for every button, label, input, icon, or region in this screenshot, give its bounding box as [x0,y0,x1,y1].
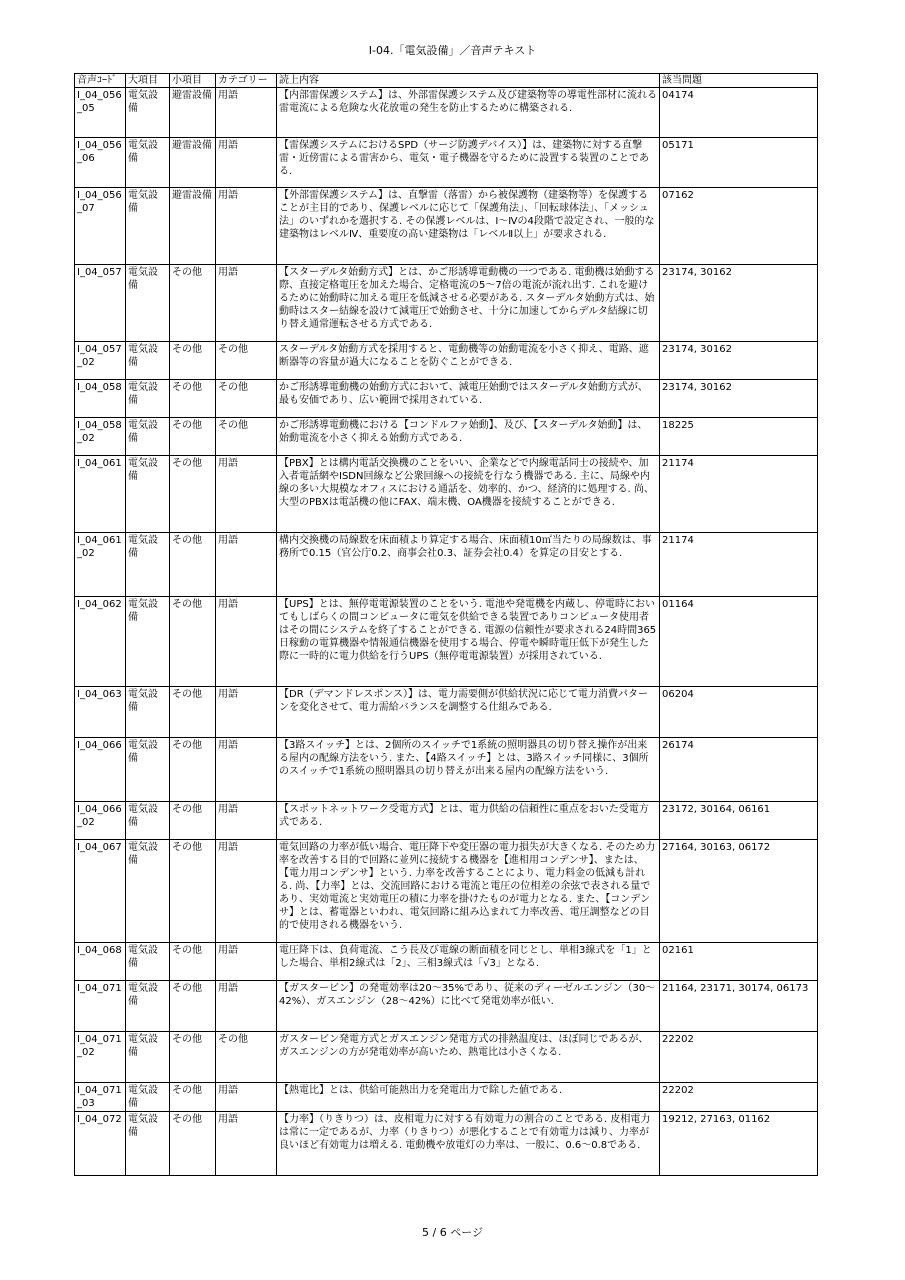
cell-minor: その他 [170,342,216,380]
cell-text: 電圧降下は、負荷電流、こう長及び電線の断面積を同じとし、単相3線式を「1」とした場合、単相2線式は「2」、三相3線式は「√3」となる. [277,943,660,981]
cell-code: I_04_068 [75,943,126,981]
cell-refs: 01164 [660,597,818,687]
cell-major: 電気設備 [126,342,170,380]
cell-major: 電気設備 [126,1112,170,1176]
cell-refs: 22202 [660,1032,818,1083]
cell-minor: その他 [170,840,216,943]
cell-refs: 02161 [660,943,818,981]
table-row [75,1032,818,1083]
cell-text: かご形誘導電動機の始動方式において、減電圧始動ではスターデルタ始動方式が、最も安価であり、広い範囲で採用されている. [277,380,660,418]
cell-code: I_04_072 [75,1112,126,1176]
cell-major: 電気設備 [126,597,170,687]
cell-minor: その他 [170,1083,216,1112]
cell-major: 電気設備 [126,188,170,265]
cell-category: 用語 [216,88,277,138]
table-row [75,138,818,188]
table-row [75,802,818,840]
cell-minor: 避雷設備 [170,138,216,188]
cell-code: I_04_058 [75,380,126,418]
table-row [75,1112,818,1176]
cell-refs: 05171 [660,138,818,188]
cell-refs: 19212, 27163, 01162 [660,1112,818,1176]
cell-code: I_04_062 [75,597,126,687]
cell-code: I_04_056_07 [75,188,126,265]
cell-category: 用語 [216,981,277,1032]
table-row [75,981,818,1032]
table-row [75,265,818,342]
cell-minor: その他 [170,738,216,802]
table-row [75,418,818,456]
page-number: 5 / 6 ページ [422,1226,483,1239]
cell-major: 電気設備 [126,687,170,738]
cell-category: 用語 [216,1083,277,1112]
cell-text: スターデルタ始動方式を採用すると、電動機等の始動電流を小さく抑え、電路、遮断器等の容量が過大になることを防ぐことができる. [277,342,660,380]
cell-minor: その他 [170,265,216,342]
cell-text: 【ガスタービン】の発電効率は20～35%であり、従来のディーゼルエンジン（30～42%）、ガスエンジン（28～42%）に比べて発電効率が低い. [277,981,660,1032]
cell-text: 【スポットネットワーク受電方式】とは、電力供給の信頼性に重点をおいた受電方式である. [277,802,660,840]
cell-major: 電気設備 [126,1083,170,1112]
cell-text: 【PBX】とは構内電話交換機のことをいい、企業などで内線電話同士の接続や、加入者電話網やISDN回線など公衆回線への接続を行なう機器である. 主に、局線や内線の多い大規模なオフィスにおける通話を、効率的、かつ、経済的に処理する. 尚、大型のPBXは電話機の他にFAX、端末機、OA機器を接続することができる. [277,456,660,533]
cell-text: 【雷保護システムにおけるSPD（サージ防護デバイス）】は、建築物に対する直撃雷・近傍雷による雷害から、電気・電子機器を守るために設置する装置のことである. [277,138,660,188]
cell-text: 【内部雷保護システム】は、外部雷保護システム及び建築物等の導電性部材に流れる雷電流による危険な火花放電の発生を防止するために構築される. [277,88,660,138]
cell-category: 用語 [216,738,277,802]
cell-major: 電気設備 [126,802,170,840]
cell-text: 【DR（デマンドレスポンス）】は、電力需要側が供給状況に応じて電力消費パターンを変化させて、電力需給バランスを調整する仕組みである. [277,687,660,738]
cell-refs: 23172, 30164, 06161 [660,802,818,840]
cell-major: 電気設備 [126,1032,170,1083]
column-header-refs: 該当問題 [660,74,818,88]
cell-major: 電気設備 [126,138,170,188]
cell-major: 電気設備 [126,533,170,597]
cell-minor: その他 [170,597,216,687]
cell-text: 構内交換機の局線数を床面積より算定する場合、床面積10㎡当たりの局線数は、事務所で0.15（官公庁0.2、商事会社0.3、証券会社0.4）を算定の目安とする. [277,533,660,597]
column-header-text: 読上内容 [277,74,660,88]
column-header-minor: 小項目 [170,74,216,88]
table-row [75,342,818,380]
cell-code: I_04_071_03 [75,1083,126,1112]
cell-refs: 22202 [660,1083,818,1112]
cell-major: 電気設備 [126,943,170,981]
cell-major: 電気設備 [126,840,170,943]
cell-major: 電気設備 [126,456,170,533]
column-header-major: 大項目 [126,74,170,88]
cell-code: I_04_061_02 [75,533,126,597]
table-row [75,840,818,943]
cell-text: 【外部雷保護システム】は、直撃雷（落雷）から被保護物（建築物等）を保護することが主目的であり、保護レベルに応じて「保護角法」、「回転球体法」、「メッシュ法」のいずれかを選択する. その保護レベルは、Ⅰ～Ⅳの4段階で設定され、一般的な建築物はレベルⅣ、重要度の高い建築物は「レベルⅡ以上」が要求される. [277,188,660,265]
cell-refs: 26174 [660,738,818,802]
cell-refs: 23174, 30162 [660,265,818,342]
cell-code: I_04_066 [75,738,126,802]
cell-text: 電気回路の力率が低い場合、電圧降下や変圧器の電力損失が大きくなる. そのため力率を改善する目的で回路に並列に接続する機器を【進相用コンデンサ】、または、【電力用コンデンサ】という. 力率を改善することにより、電力料金の低減も計れる. 尚、【力率】とは、交流回路における電流と電圧の位相差の余弦で表される量であり、実効電流と実効電圧の積に力率を掛けたものが電力となる. また、【コンデンサ】とは、蓄電器といわれ、電気回路に組み込まれて力率改善、電圧調整などの目的で使用される機器をいう. [277,840,660,943]
cell-category: その他 [216,1032,277,1083]
cell-refs: 21174 [660,456,818,533]
cell-category: 用語 [216,533,277,597]
cell-text: 【UPS】とは、無停電電源装置のことをいう. 電池や発電機を内蔵し、停電時においてもしばらくの間コンピュータに電気を供給できる装置でありコンピュータ使用者はその間にシステムを終了することができる. 電源の信頼性が要求される24時間365日稼動の電算機器や情報通信機器を使用する場合、停電や瞬時電圧低下が発生した際に一時的に電力供給を行うUPS（無停電電源装置）が採用されている. [277,597,660,687]
cell-code: I_04_057_02 [75,342,126,380]
cell-minor: 避雷設備 [170,188,216,265]
cell-refs: 06204 [660,687,818,738]
cell-minor: その他 [170,533,216,597]
cell-major: 電気設備 [126,88,170,138]
cell-refs: 21164, 23171, 30174, 06173 [660,981,818,1032]
cell-text: 【スターデルタ始動方式】とは、かご形誘導電動機の一つである. 電動機は始動する際、直接定格電圧を加えた場合、定格電流の5～7倍の電流が流れ出す. これを避けるために始動時に加える電圧を低減させる必要がある. スターデルタ始動方式は、始動時はスター結線を設けて減電圧で始動させ、十分に加速してからデルタ結線に切り替え通常運転させる方式である. [277,265,660,342]
column-header-category: カテゴリー [216,74,277,88]
cell-code: I_04_061 [75,456,126,533]
cell-refs: 21174 [660,533,818,597]
cell-major: 電気設備 [126,981,170,1032]
cell-minor: その他 [170,1032,216,1083]
cell-category: 用語 [216,1112,277,1176]
cell-refs: 23174, 30162 [660,342,818,380]
cell-code: I_04_071 [75,981,126,1032]
cell-text: 【3路スイッチ】とは、2個所のスイッチで1系統の照明器具の切り替え操作が出来る屋内の配線方法をいう. また、【4路スイッチ】とは、3路スイッチ同様に、3個所のスイッチで1系統の照明器具の切り替えが出来る屋内の配線方法をいう. [277,738,660,802]
cell-text: ガスタービン発電方式とガスエンジン発電方式の排熱温度は、ほぼ同じであるが、ガスエンジンの方が発電効率が高いため、熱電比は小さくなる. [277,1032,660,1083]
cell-category: 用語 [216,943,277,981]
cell-code: I_04_056_05 [75,88,126,138]
cell-category: その他 [216,342,277,380]
cell-minor: その他 [170,380,216,418]
table-row [75,687,818,738]
cell-code: I_04_057 [75,265,126,342]
cell-major: 電気設備 [126,380,170,418]
cell-refs: 27164, 30163, 06172 [660,840,818,943]
cell-code: I_04_056_06 [75,138,126,188]
cell-minor: その他 [170,981,216,1032]
cell-major: 電気設備 [126,738,170,802]
cell-code: I_04_063 [75,687,126,738]
cell-category: 用語 [216,138,277,188]
table-row [75,533,818,597]
cell-major: 電気設備 [126,265,170,342]
voice-text-table [74,73,818,1176]
table-row [75,380,818,418]
table-header-row [75,74,818,88]
cell-code: I_04_071_02 [75,1032,126,1083]
cell-code: I_04_058_02 [75,418,126,456]
cell-category: 用語 [216,597,277,687]
cell-minor: その他 [170,1112,216,1176]
table-row [75,188,818,265]
table-row [75,456,818,533]
cell-category: 用語 [216,188,277,265]
cell-category: その他 [216,418,277,456]
page-title: I-04.「電気設備」／音声テキスト [368,44,537,57]
cell-text: 【熱電比】とは、供給可能熱出力を発電出力で除した値である. [277,1083,660,1112]
cell-category: その他 [216,380,277,418]
cell-major: 電気設備 [126,418,170,456]
cell-refs: 18225 [660,418,818,456]
cell-category: 用語 [216,687,277,738]
cell-category: 用語 [216,456,277,533]
table-row [75,738,818,802]
cell-refs: 04174 [660,88,818,138]
cell-minor: その他 [170,456,216,533]
cell-code: I_04_066_02 [75,802,126,840]
cell-text: 【力率】（りきりつ）は、皮相電力に対する有効電力の割合のことである. 皮相電力は常に一定であるが、力率（りきりつ）が悪化することで有効電力は減り、力率が良いほど有効電力は増える. 電動機や放電灯の力率は、一般に、0.6～0.8である. [277,1112,660,1176]
column-header-code: 音声ｺｰﾄﾞ [75,74,126,88]
cell-minor: その他 [170,687,216,738]
cell-minor: 避雷設備 [170,88,216,138]
cell-category: 用語 [216,265,277,342]
cell-category: 用語 [216,840,277,943]
cell-minor: その他 [170,418,216,456]
cell-refs: 23174, 30162 [660,380,818,418]
table-row [75,1083,818,1112]
table-row [75,943,818,981]
table-row [75,88,818,138]
cell-category: 用語 [216,802,277,840]
cell-minor: その他 [170,943,216,981]
table-row [75,597,818,687]
cell-refs: 07162 [660,188,818,265]
cell-minor: その他 [170,802,216,840]
cell-text: かご形誘導電動機における【コンドルファ始動】、及び、【スターデルタ始動】は、始動電流を小さく抑える始動方式である. [277,418,660,456]
cell-code: I_04_067 [75,840,126,943]
